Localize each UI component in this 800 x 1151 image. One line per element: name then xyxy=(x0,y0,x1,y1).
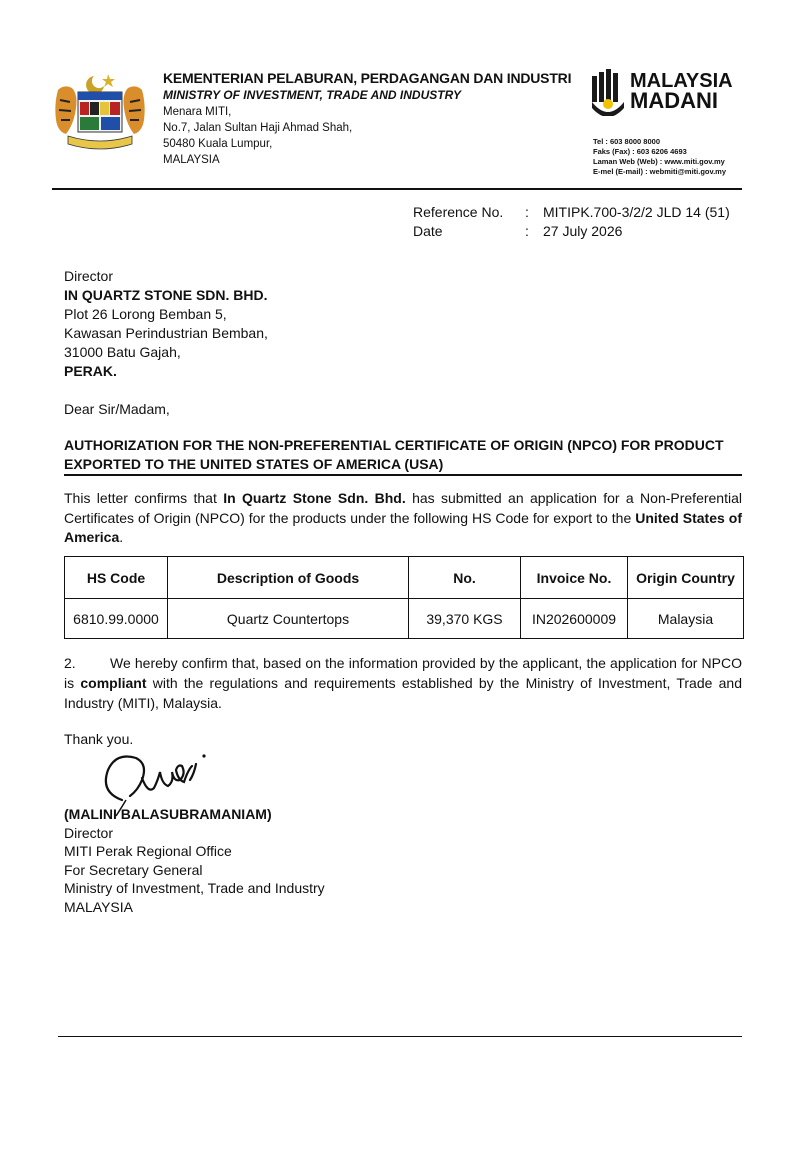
recipient-line: Kawasan Perindustrian Bemban, xyxy=(64,325,268,341)
header-divider xyxy=(52,188,742,190)
madani-logo-icon xyxy=(590,68,626,116)
contact-email: E-mel (E-mail) : webmiti@miti.gov.my xyxy=(593,167,727,176)
signatory-line: For Secretary General xyxy=(64,861,203,878)
signatory-line: Ministry of Investment, Trade and Industry xyxy=(64,880,325,896)
table-cell: Quartz Countertops xyxy=(168,599,409,639)
contact-details xyxy=(593,137,726,177)
address-line: Menara MITI, xyxy=(163,106,232,118)
subject-underline xyxy=(64,474,742,476)
date-label: Date xyxy=(413,223,443,239)
contact-phone: Tel : 603 8000 8000 xyxy=(593,137,660,146)
reference-number: MITIPK.700-3/2/2 JLD 14 (51) xyxy=(543,204,730,220)
address-line: No.7, Jalan Sultan Haji Ahmad Shah, xyxy=(163,122,353,134)
recipient-line: 31000 Batu Gajah, xyxy=(64,344,181,360)
address-line: 50480 Kuala Lumpur, xyxy=(163,138,273,150)
footer-divider xyxy=(58,1036,742,1037)
brand-line: MALAYSIA xyxy=(630,70,733,92)
signatory-line: MITI Perak Regional Office xyxy=(64,843,232,859)
column-header: Origin Country xyxy=(628,557,744,599)
address-line: MALAYSIA xyxy=(163,154,220,166)
closing: Thank you. xyxy=(64,731,134,747)
para1-text: . xyxy=(119,529,124,545)
date-value: 27 July 2026 xyxy=(543,223,623,239)
table-cell: 39,370 KGS xyxy=(409,599,521,639)
date-colon: : xyxy=(525,223,529,239)
column-header: Invoice No. xyxy=(521,557,628,599)
goods-table xyxy=(64,556,744,639)
recipient-company: IN QUARTZ STONE SDN. BHD. xyxy=(64,287,268,303)
malaysia-madani-brand xyxy=(630,70,733,113)
recipient-title: Director xyxy=(64,268,114,284)
contact-web: Laman Web (Web) : www.miti.gov.my xyxy=(593,157,725,166)
ministry-name-malay: KEMENTERIAN PELABURAN, PERDAGANGAN DAN INDUSTRI xyxy=(163,70,572,86)
reference-block xyxy=(413,203,730,241)
signatory-line: MALAYSIA xyxy=(64,898,133,915)
signatory-block xyxy=(64,805,325,916)
recipient-state: PERAK. xyxy=(64,363,117,379)
contact-fax: Faks (Fax) : 603 6206 4693 xyxy=(593,147,687,156)
subject-heading: AUTHORIZATION FOR THE NON-PREFERENTIAL CERTIFICATE OF ORIGIN (NPCO) FOR PRODUCT EXPORTED TO THE UNITED STATES OF AMERICA (USA) xyxy=(64,437,724,472)
para2-emphasis: compliant xyxy=(80,675,147,691)
paragraph-number: 2. xyxy=(64,655,76,671)
salutation: Dear Sir/Madam, xyxy=(64,401,170,417)
recipient-address xyxy=(64,267,268,381)
coat-of-arms-icon xyxy=(50,70,150,152)
ministry-name-english: MINISTRY OF INVESTMENT, TRADE AND INDUSTRY xyxy=(163,88,462,102)
column-header: No. xyxy=(409,557,521,599)
table-header-row xyxy=(65,557,744,599)
table-cell: 6810.99.0000 xyxy=(65,599,168,639)
para1-text: has submitted an application for a Non-Preferential Certificates of Origin (NPCO) for the products under the following HS Code for export to the xyxy=(64,490,742,526)
para2-text: with the regulations and requirements established by the Ministry of Investment, Trade and Industry (MITI), Malaysia. xyxy=(64,675,742,711)
para2-text: We hereby confirm that, based on the information provided by the applicant, the application for NPCO is xyxy=(64,655,742,691)
recipient-line: Plot 26 Lorong Bemban 5, xyxy=(64,306,227,322)
column-header: HS Code xyxy=(65,557,168,599)
reference-colon: : xyxy=(525,204,529,220)
table-row xyxy=(65,599,744,639)
signatory-line: Director xyxy=(64,824,114,841)
reference-label: Reference No. xyxy=(413,204,504,220)
paragraph-1 xyxy=(64,489,742,548)
column-header: Description of Goods xyxy=(168,557,409,599)
brand-line: MADANI xyxy=(630,88,718,113)
para1-text: This letter confirms that xyxy=(64,490,224,506)
table-cell: Malaysia xyxy=(628,599,744,639)
paragraph-2 xyxy=(64,653,742,713)
ministry-address xyxy=(163,104,352,168)
table-cell: IN202600009 xyxy=(521,599,628,639)
para1-company: In Quartz Stone Sdn. Bhd. xyxy=(223,490,406,506)
para1-country: United States of America xyxy=(64,509,742,545)
signatory-name: (MALINI BALASUBRAMANIAM) xyxy=(64,806,272,822)
